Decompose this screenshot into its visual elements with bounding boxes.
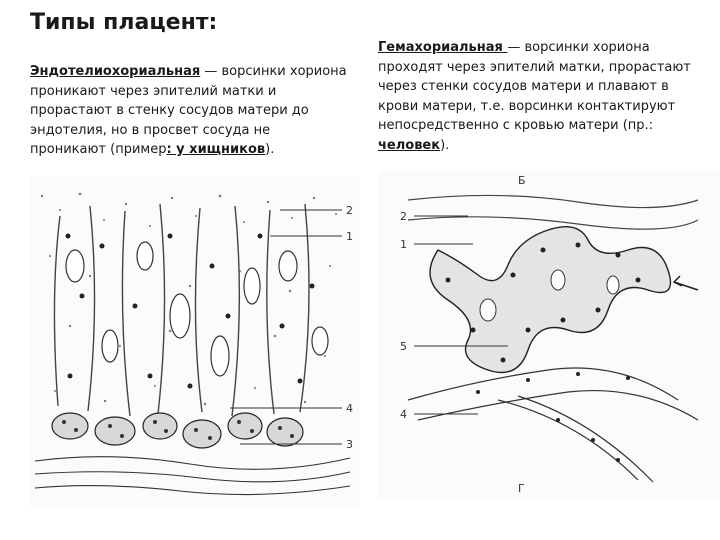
left-line-5-a: проникают (пример [30,142,167,157]
fig-right-label-5: 5 [400,340,407,353]
hemochorial-drawing [378,170,720,500]
fig-right-label-4: 4 [400,408,407,421]
right-line-3: через стенки сосудов матери и плавают в [378,79,669,94]
fig-right-label-2: 2 [400,210,407,223]
fig-right-label-1: 1 [400,238,407,251]
left-line-4: эндотелия, но в просвет сосуда не [30,122,271,138]
left-line-2: проникают через эпителий матки и [30,83,277,99]
hemochorial-description [378,38,718,155]
fig-right-letter-b: Б [518,174,526,187]
left-line-3: прорастают в стенку сосудов матери до [30,103,309,118]
right-line-1-rest: — ворсинки хориона [507,40,650,55]
left-line-5-c: ). [265,142,275,157]
hemochorial-term: Гемахориальная [378,40,508,55]
stipple-background [41,193,337,406]
slide-title: Типы плацент: [30,10,218,35]
left-line-1 [30,62,375,82]
right-line-1 [378,38,718,58]
chorionic-villus [430,227,671,373]
left-line-5 [30,140,375,160]
left-line-1-rest: — ворсинки хориона [200,64,347,79]
endotheliochorial-description [30,62,375,160]
fig-left-label-4: 4 [346,402,353,415]
example-human: человек [378,137,441,153]
right-line-6 [378,136,718,156]
decidua-base [408,368,698,482]
right-line-4: крови матери, т.е. ворсинки контактируют [378,98,676,114]
fig-left-label-3: 3 [346,438,353,451]
fig-left-label-1: 1 [346,230,353,243]
uterine-glands [52,413,303,448]
endotheliochorial-drawing [30,176,360,506]
hemochorial-histology-figure [378,170,720,500]
pointer-arrow [674,276,698,290]
right-line-2: проходят через эпителий матки, прорастают [378,59,691,75]
decidua-nuclei [476,372,630,462]
fig-right-letter-g: Г [518,482,525,495]
endotheliochorial-histology-figure [30,176,360,506]
right-line-5: непосредственно с кровью матери (пр.: [378,118,654,133]
right-line-6-b: ). [440,137,450,153]
label-leaders [230,210,342,444]
maternal-tissue-top [408,195,698,229]
example-carnivores: : у хищников [166,142,266,157]
connective-tissue [35,457,350,495]
fig-left-label-2: 2 [346,204,353,217]
endotheliochorial-term: Эндотелиохориальная [30,64,201,79]
